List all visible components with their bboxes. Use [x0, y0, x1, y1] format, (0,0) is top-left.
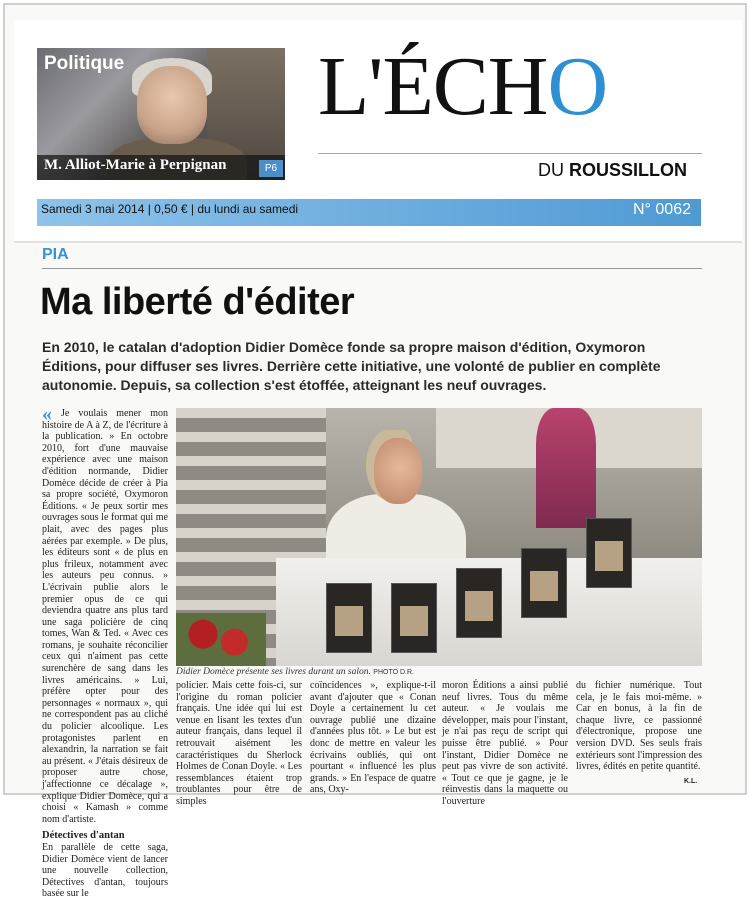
column-1-tail: En parallèle de cette saga, Didier Domèce vient de lancer une nouvelle collection, Détectives d'antan, toujours basée sur le: [42, 841, 168, 900]
article-column-4: moron Éditions a ainsi publié neuf livres. Tous du même auteur. « Je voulais me développer, mais pour l'instant, je n'ai pas reçu de script qui puisse être publié. » Pour l'instant, Didier Domèce ne peut pas vivre de son activité. « Tout ce que je gagne, je le réinvestis dans la maquette ou l'ouverture: [442, 680, 568, 807]
logo-subtitle-name: ROUSSILLON: [569, 160, 688, 180]
logo-subtitle-prefix: DU: [538, 160, 564, 180]
logo-text: L'ÉCH: [318, 40, 548, 133]
teaser-section-label[interactable]: Politique: [44, 53, 125, 74]
issue-number: N° 0062: [633, 201, 691, 218]
fold-divider: [14, 241, 742, 243]
section-label[interactable]: PIA: [42, 246, 69, 263]
logo-subtitle: [538, 160, 687, 181]
date-bar: [37, 199, 701, 226]
photo-book: [391, 583, 437, 653]
photo-book: [521, 548, 567, 618]
logo-divider: [318, 153, 702, 154]
author-credit: K.L.: [684, 778, 698, 785]
article-column-1: [42, 403, 169, 900]
article-column-2: policier. Mais cette fois-ci, sur l'origine du roman policier français. Une idée qui lui est venue en lisant les textes d'un auteur français, dans lequel il retrouvait aisément les caractéristiques du Sherlock Holmes de Conan Doyle. « Les ressemblances étaient trop troublantes pour être de simples: [176, 680, 302, 807]
article-column-3: coïncidences », explique-t-il avant d'ajouter que « Conan Doyle a certainement lu cet ouvrage publié une dizaine d'années plus tôt. » Le but est donc de mettre en valeur les écrivains oubliés, qui ont pourtant « influencé les plus grands. » En l'espace de quatre ans, Oxy-: [310, 680, 436, 796]
photo-woman: [536, 408, 596, 528]
newspaper-logo: [318, 38, 607, 135]
subheading: Détectives d'antan: [42, 830, 125, 842]
teaser-caption[interactable]: M. Alliot-Marie à Perpignan: [44, 157, 227, 173]
photo-credit: PHOTO D.R.: [373, 669, 414, 676]
section-divider: [42, 268, 702, 269]
logo-o: O: [547, 40, 608, 133]
quote-mark: «: [42, 403, 52, 425]
photo-caption: [176, 667, 414, 677]
date-line: Samedi 3 mai 2014 | 0,50 € | du lundi au samedi: [41, 202, 299, 216]
photo-caption-text: Didier Domèce présente ses livres durant un salon.: [176, 667, 371, 677]
photo-man-head: [374, 438, 422, 504]
main-photo[interactable]: [176, 408, 702, 666]
photo-book: [456, 568, 502, 638]
standfirst: En 2010, le catalan d'adoption Didier Domèce fonde sa propre maison d'édition, Oxymoron Éditions, pour diffuser ses livres. Derrière cette initiative, une volonté de publier en complète autonomie. Depuis, sa collection s'est étoffée, atteignant les neuf ouvrages.: [42, 339, 661, 393]
photo-flowers: [176, 613, 266, 666]
column-1-text: Je voulais mener mon histoire de A à Z, de l'écriture à la publication. » En octobre 2010, fort d'une mauvaise expérience avec une maison d'édition normande, Didier Domèce décide de créer à Pia sa propre société, Oxymoron Éditions. « Je peux sortir mes ouvrages sous le format qui me plait, avec des pages plus aérées par exemple. » De plus, les éditeurs sont « de plus en plus frileux, notamment avec les auteurs peu connus. » L'écrivain publie alors le premier opus de ce qui deviendra quatre ans plus tard une saga policière de cinq tomes, Wan & Ted. « Avec ces romans, je souhaite réconcilier ceux qui n'aiment pas cette surenchère de sang dans les livres américains. » Lui, préfère opter pour des personnages « normaux », qui ne correspondent pas au cliché du policier alcoolique. Les protagonistes parlent en alexandrin, la narration se fait au présent. « J'étais désireux de proposer autre chose, j'affectionne ce décalage », explique Didier Domèce, qui a choisi « Kamash » comme nom d'artiste.: [42, 408, 169, 825]
photo-book: [586, 518, 632, 588]
article-column-5: du fichier numérique. Tout cela, je le fais moi-même. » Car en bonus, à la fin de chaque livre, ce passionné d'électronique, propose une version DVD. Ses seuls frais extérieurs sont l'impression des livres, édités en petite quantité.: [576, 680, 702, 773]
photo-book: [326, 583, 372, 653]
headline: Ma liberté d'éditer: [40, 281, 355, 323]
teaser-photo-face: [137, 66, 207, 144]
teaser-page-badge: P6: [259, 160, 283, 177]
